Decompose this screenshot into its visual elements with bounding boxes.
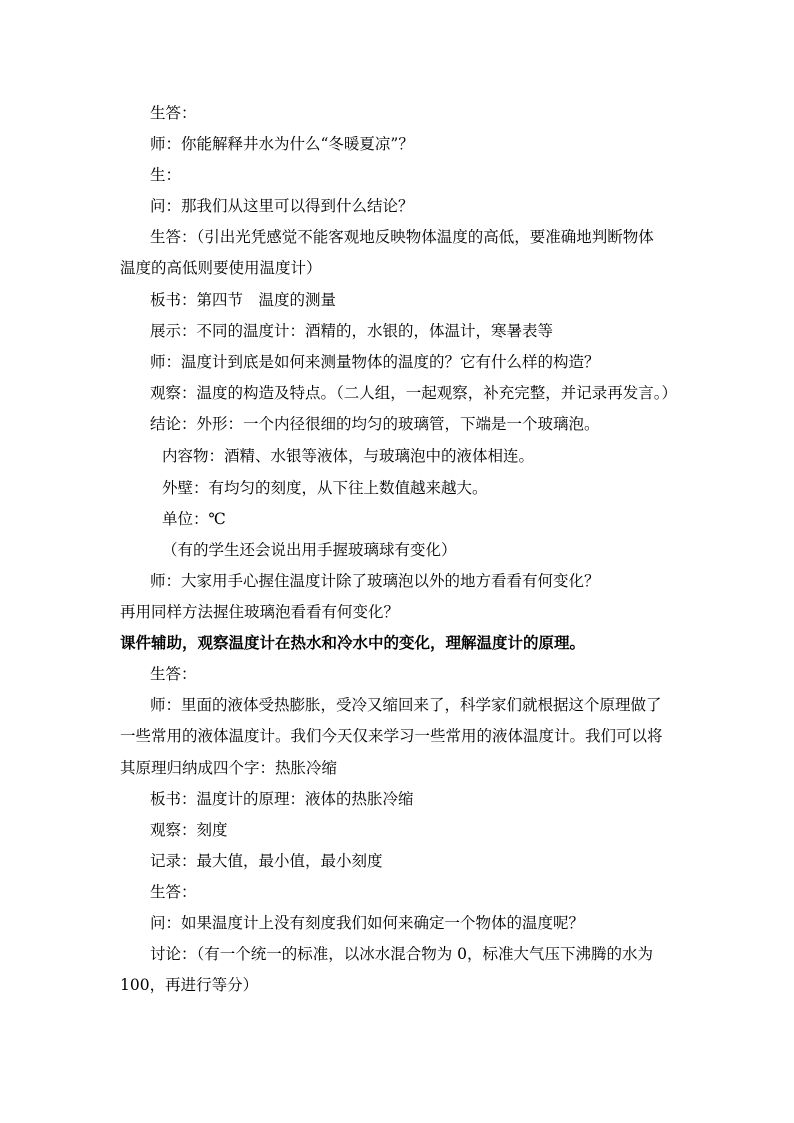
dialogue-line-student-answer-feeling-cont: 温度的高低则要使用温度计） [120,259,322,277]
dialogue-line-question-conclusion: 问：那我们从这里可以得到什么结论？ [150,197,414,215]
conclusion-unit: 单位：℃ [162,510,226,528]
courseware-assist-heading: 课件辅助，观察温度计在热水和冷水中的变化，理解温度计的原理。 [120,633,586,652]
observation-scale: 观察：刻度 [150,821,228,839]
conclusion-shape: 结论：外形：一个内径很细的均匀的玻璃管，下端是一个玻璃泡。 [150,415,600,433]
dialogue-line-student-answer-4: 生答： [150,883,197,901]
dialogue-line-teacher-question-well-water: 师：你能解释井水为什么“冬暖夏凉”？ [150,135,414,153]
blackboard-principle: 板书：温度计的原理：液体的热胀冷缩 [150,790,414,808]
dialogue-line-teacher-expansion-cont-1: 一些常用的液体温度计。我们今天仅来学习一些常用的液体温度计。我们可以将 [120,727,663,745]
conclusion-contents: 内容物：酒精、水银等液体，与玻璃泡中的液体相连。 [162,447,535,465]
note-students-glass-bulb: （有的学生还会说出用手握玻璃球有变化） [162,541,457,559]
discussion-standard: 讨论：（有一个统一的标准，以冰水混合物为 0，标准大气压下沸腾的水为 [150,945,654,963]
dialogue-line-student-2: 生： [150,166,182,184]
dialogue-line-student-answer-3: 生答： [150,665,197,683]
dialogue-line-question-no-scale: 问：如果温度计上没有刻度我们如何来确定一个物体的温度呢？ [150,914,585,932]
conclusion-outer-wall: 外壁：有均匀的刻度，从下往上数值越来越大。 [162,479,488,497]
record-values: 记录：最大值，最小值，最小刻度 [150,852,383,870]
dialogue-line-student-answer-1: 生答： [150,104,197,122]
discussion-standard-cont: 100，再进行等分） [120,976,259,994]
dialogue-line-teacher-expansion-cont-2: 其原理归纳成四个字：热胀冷缩 [120,759,338,777]
dialogue-line-teacher-expansion: 师：里面的液体受热膨胀，受冷又缩回来了，科学家们就根据这个原理做了 [150,696,662,714]
dialogue-line-teacher-how-measure: 师：温度计到底是如何来测量物体的温度的？它有什么样的构造？ [150,353,600,371]
dialogue-line-teacher-hold-thermometer: 师：大家用手心握住温度计除了玻璃泡以外的地方看看有何变化？ [150,572,600,590]
blackboard-section-title: 板书：第四节 温度的测量 [150,291,337,309]
dialogue-line-student-answer-feeling: 生答：（引出光凭感觉不能客观地反映物体温度的高低，要准确地判断物体 [150,228,654,246]
dialogue-line-teacher-hold-bulb: 再用同样方法握住玻璃泡看看有何变化？ [120,603,400,621]
observation-structure: 观察：温度的构造及特点。（二人组，一起观察，补充完整，并记录再发言。） [150,384,678,402]
display-thermometer-types: 展示：不同的温度计：酒精的，水银的，体温计，寒暑表等 [150,322,554,340]
